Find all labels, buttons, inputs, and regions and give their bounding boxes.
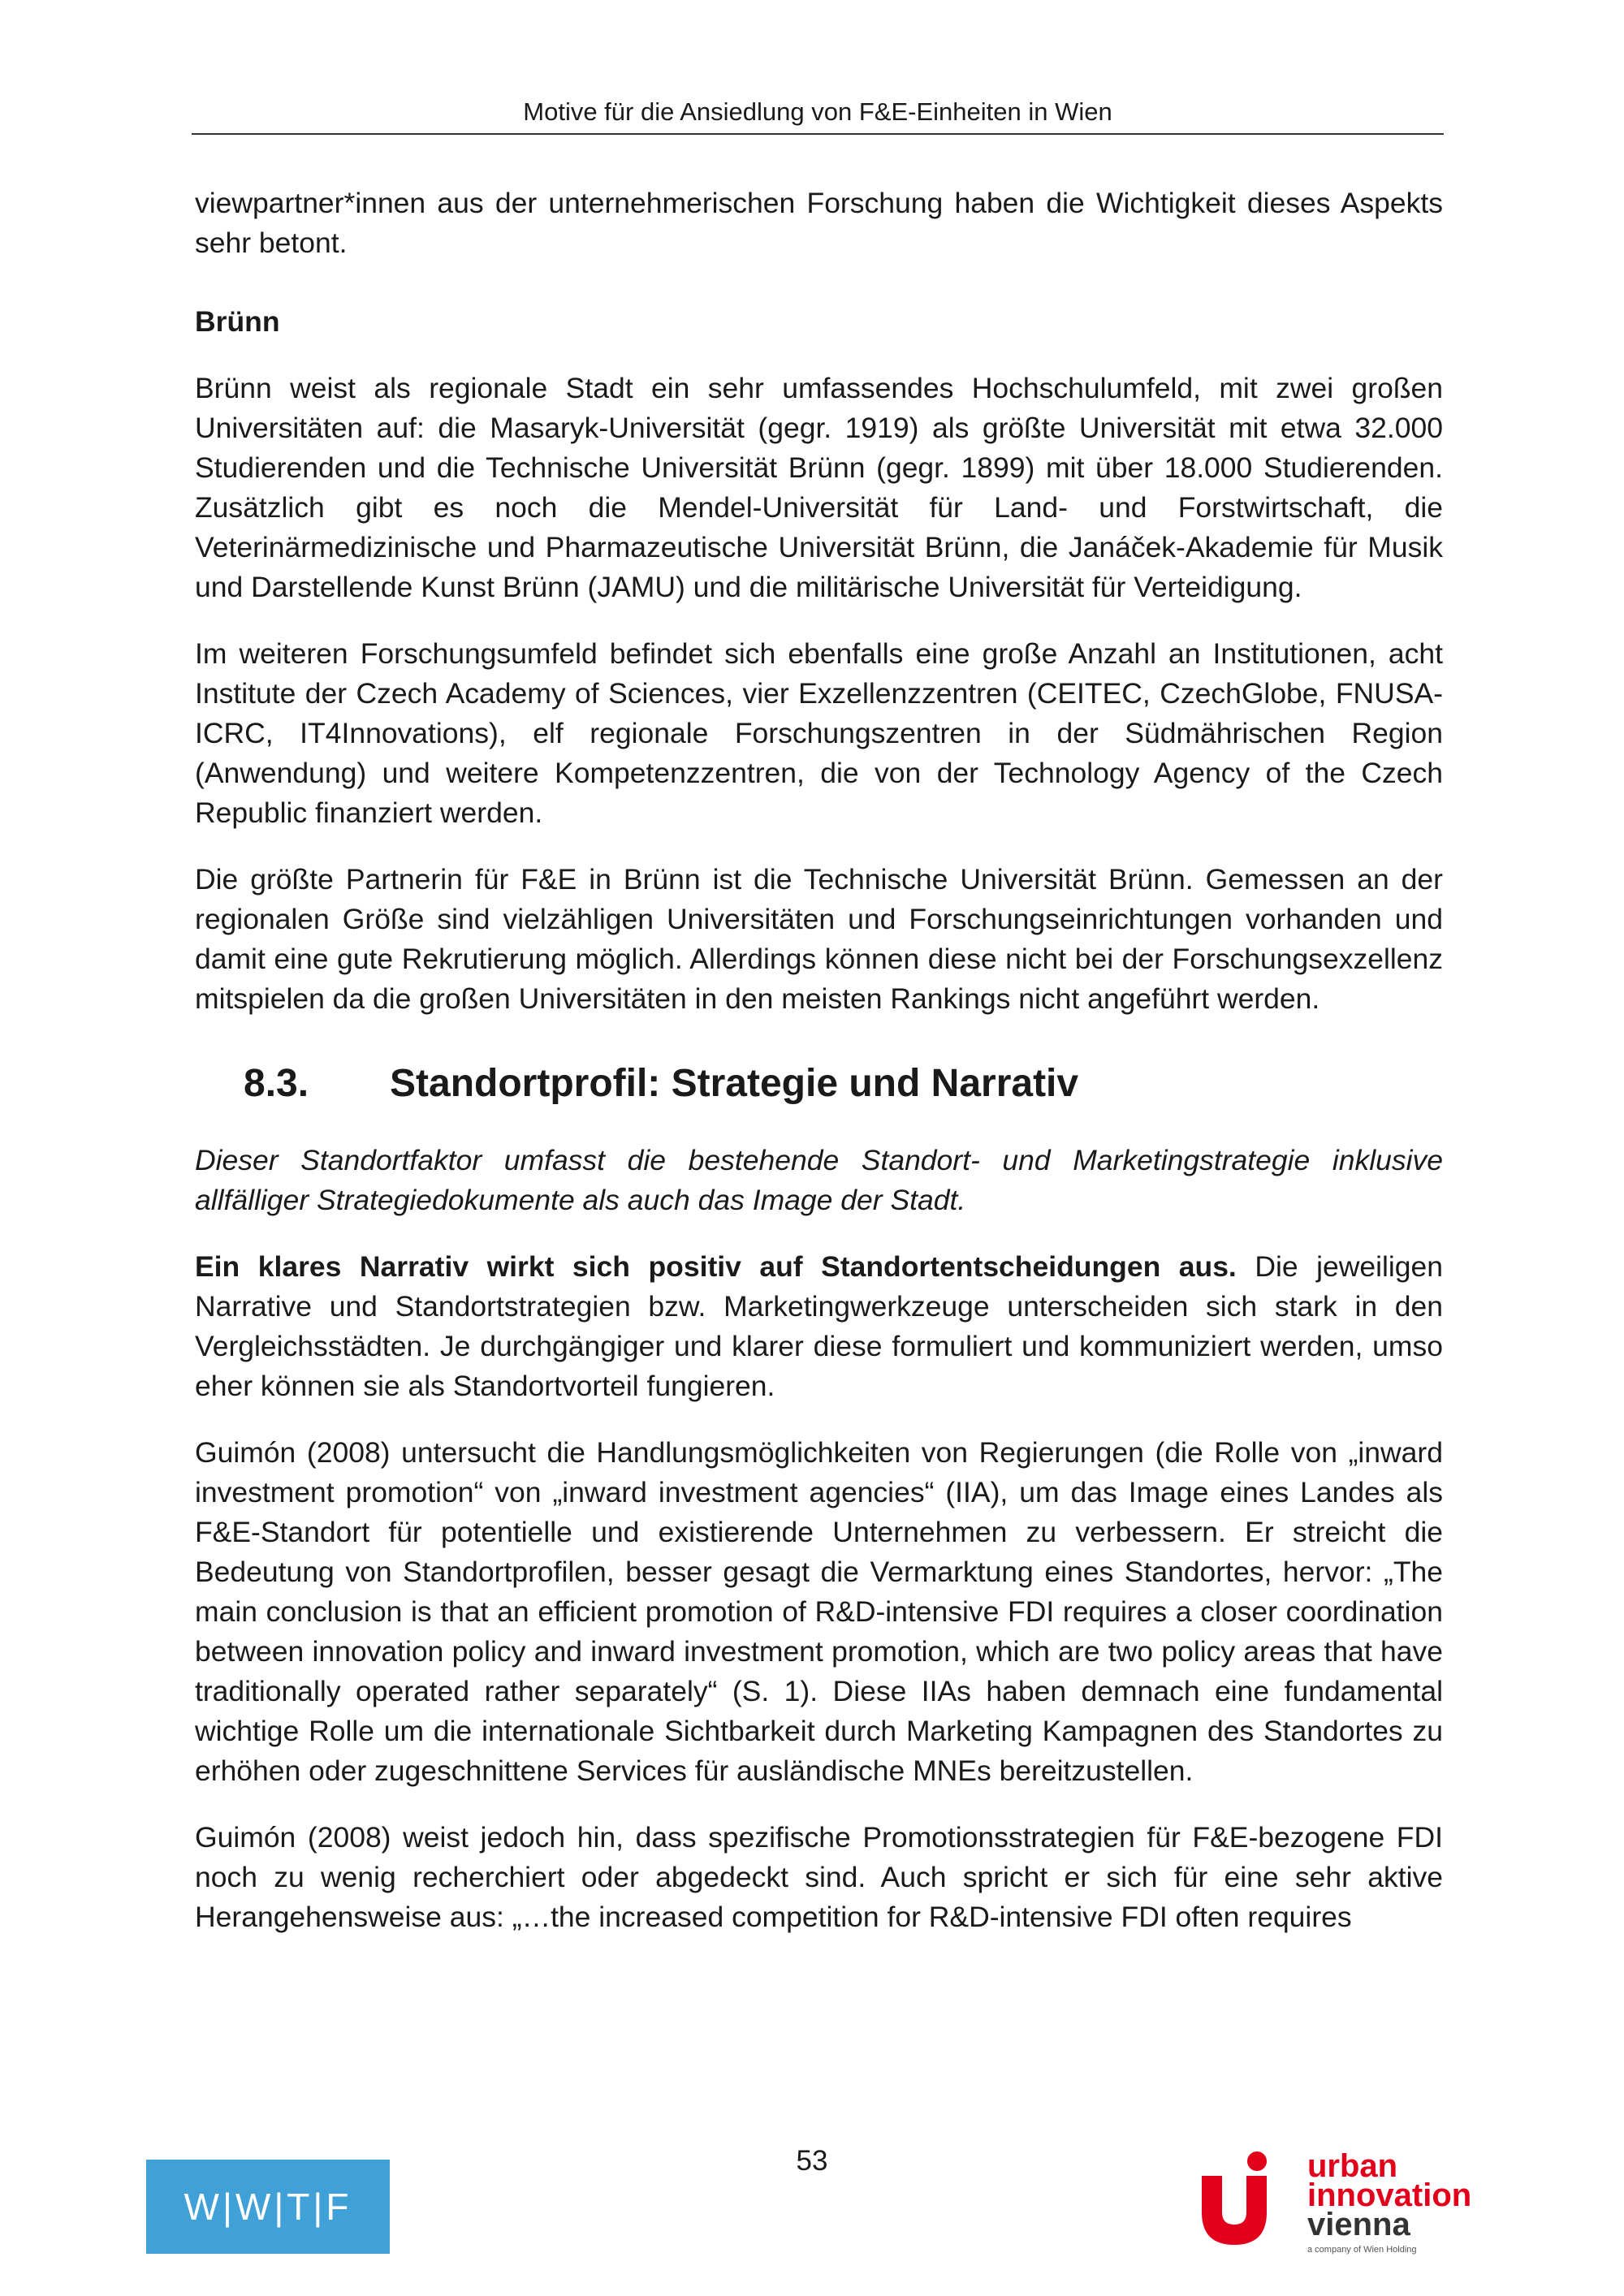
uiv-line-vienna: vienna (1307, 2207, 1410, 2242)
page-number: 53 (796, 2145, 828, 2177)
paragraph-partner: Die größte Partnerin für F&E in Brünn ist die Technische Universität Brünn. Gemessen an der regionalen Größe sind vielzähligen Universitäten und Forschungseinrichtungen vorhanden und damit eine gute Rekrutierung möglich. Allerdings können diese nicht bei der Forschungsexzellenz mitspielen da die großen Universitäten in den meisten Rankings nicht angeführt werden. (195, 863, 1443, 1015)
paragraph-continuation: viewpartner*innen aus der unternehmerischen Forschung haben die Wichtigkeit dieses Aspekts sehr betont. (195, 187, 1443, 259)
section-intro: Dieser Standortfaktor umfasst die bestehende Standort- und Marketingstrategie inklusive allfälliger Strategiedokumente als auch das Image der Stadt. (195, 1144, 1443, 1216)
urban-innovation-vienna-logo (1186, 2143, 1478, 2265)
wwtf-logo (146, 2160, 390, 2254)
uiv-company-note: a company of Wien Holding (1307, 2245, 1417, 2255)
page-content (195, 183, 1443, 1964)
narrative-lead: Ein klares Narrativ wirkt sich positiv auf Standortentscheidungen aus. (195, 1250, 1237, 1283)
uiv-wordmark (1307, 2148, 1472, 2242)
running-header: Motive für die Ansiedlung von F&E-Einheiten in Wien (192, 96, 1444, 135)
paragraph-guimon-1: Guimón (2008) untersucht die Handlungsmöglichkeiten von Regierungen (die Rolle von „inward investment promotion“ von „inward investment agencies“ (IIA), um das Image eines Landes als F&E-Standort für potentielle und existierende Unternehmen zu verbessern. Er streicht die Bedeutung von Standortprofilen, besser gesagt die Vermarktung eines Standortes, hervor: „The main conclusion is that an efficient promotion of R&D-intensive FDI requires a closer coordination between innovation policy and inward investment promotion, which are two policy areas that have traditionally operated rather separately“ (S. 1). Diese IIAs haben demnach eine fundamental wichtige Rolle um die internationale Sichtbarkeit durch Marketing Kampagnen des Standortes zu erhöhen oder zugeschnittene Services für ausländische MNEs bereitzustellen. (195, 1436, 1443, 1787)
paragraph-research-environment: Im weiteren Forschungsumfeld befindet sich ebenfalls eine große Anzahl an Institutionen, acht Institute der Czech Academy of Sciences, vier Exzellenzzentren (CEITEC, CzechGlobe, FNUSA-ICRC, IT4Innovations), elf regionale Forschungszentren in der Südmährischen Region (Anwendung) und weitere Kompetenzzentren, die von der Technology Agency of the Czech Republic finanziert werden. (195, 637, 1443, 829)
subheading-brno: Brünn (195, 305, 280, 338)
section-number: 8.3. (244, 1062, 309, 1105)
wwtf-logo-text: W|W|T|F (184, 2186, 352, 2228)
uiv-emblem-icon (1186, 2143, 1299, 2257)
uiv-line-urban: urban (1307, 2148, 1398, 2184)
section-heading (195, 1060, 1443, 1108)
paragraph-guimon-2: Guimón (2008) weist jedoch hin, dass spezifische Promotionsstrategien für F&E-bezogene FDI noch zu wenig recherchiert oder abgedeckt sind. Auch spricht er sich für eine sehr aktive Herangehensweise aus: „…the increased competition for R&D-intensive FDI often requires (195, 1821, 1443, 1933)
section-title: Standortprofil: Strategie und Narrativ (390, 1062, 1079, 1105)
paragraph-brno-universities: Brünn weist als regionale Stadt ein sehr umfassendes Hochschulumfeld, mit zwei großen Universitäten auf: die Masaryk-Universität (gegr. 1919) als größte Universität mit etwa 32.000 Studierenden und die Technische Universität Brünn (gegr. 1899) mit über 18.000 Studierenden. Zusätzlich gibt es noch die Mendel-Universität für Land- und Forstwirtschaft, die Veterinärmedizinische und Pharmazeutische Universität Brünn, die Janáček-Akademie für Musik und Darstellende Kunst Brünn (JAMU) und die militärische Universität für Verteidigung. (195, 372, 1443, 603)
uiv-line-innovation: innovation (1307, 2177, 1472, 2213)
paragraph-narrative (195, 1247, 1443, 1406)
narrative-rest: Die jeweiligen Narrative und Standortstrategien bzw. Marketingwerkzeuge unterscheiden sich stark in den Vergleichsstädten. Je durchgängiger und klarer diese formuliert und kommuniziert werden, umso eher können sie als Standortvorteil fungieren. (195, 1250, 1443, 1402)
